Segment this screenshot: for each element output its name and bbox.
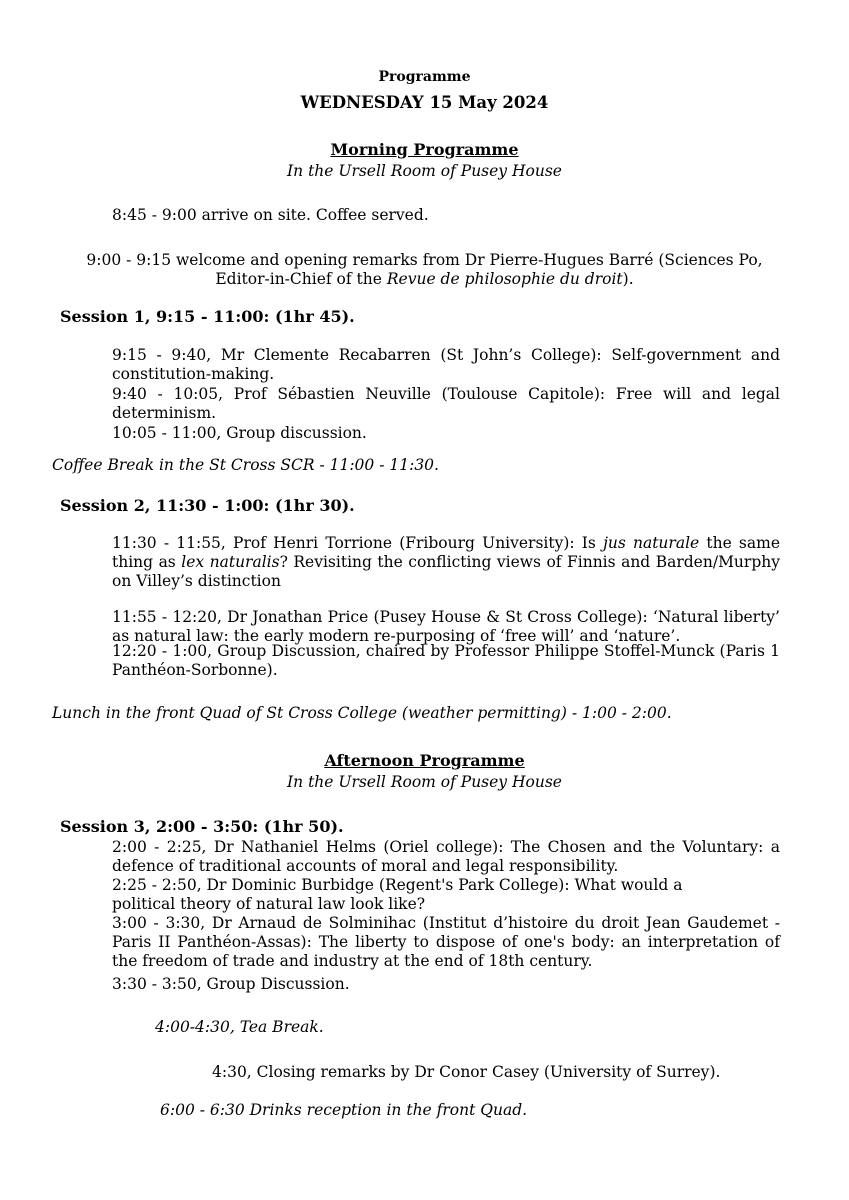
session2-talk1-mid: the same thing as <box>112 534 780 571</box>
programme-label: Programme <box>378 69 471 85</box>
coffee-break: Coffee Break in the St Cross SCR - 11:00 - 11:30. <box>52 456 439 474</box>
closing-remarks: 4:30, Closing remarks by Dr Conor Casey (University of Surrey). <box>212 1063 721 1081</box>
session3-discussion: 3:30 - 3:50, Group Discussion. <box>112 975 350 993</box>
term-jus-naturale: jus naturale <box>603 534 700 552</box>
session3-heading: Session 3, 2:00 - 3:50: (1hr 50). <box>60 817 344 836</box>
lunch: Lunch in the front Quad of St Cross College (weather permitting) - 1:00 - 2:00. <box>52 704 672 722</box>
session2-talk1-post: ? Revisiting the conflicting views of Finnis and Barden/Murphy on Villey’s distinction <box>112 553 780 590</box>
welcome-line2 <box>0 270 849 289</box>
page-title: WEDNESDAY 15 May 2024 <box>300 93 549 112</box>
session3-talk2: 2:25 - 2:50, Dr Dominic Burbidge (Regent's Park College): What would a political theory of natural law look like? <box>112 876 683 913</box>
welcome-line2-post: ). <box>622 270 634 288</box>
afternoon-venue: In the Ursell Room of Pusey House <box>287 773 562 791</box>
session1-talk2: 9:40 - 10:05, Prof Sébastien Neuville (Toulouse Capitole): Free will and legal determinism. <box>112 385 780 422</box>
session1-discussion: 10:05 - 11:00, Group discussion. <box>112 424 367 442</box>
session3-talk3: 3:00 - 3:30, Dr Arnaud de Solminihac (Institut d’histoire du droit Jean Gaudemet - Paris II Panthéon-Assas): The liberty to dispose of one's body: an interpretation of the freedom of trade and industry at the end of 18th century. <box>112 914 780 970</box>
session2-discussion: 12:20 - 1:00, Group Discussion, chaired by Professor Philippe Stoffel-Munck (Paris 1 Panthéon-Sorbonne). <box>112 642 780 679</box>
arrival-item: 8:45 - 9:00 arrive on site. Coffee served. <box>112 206 429 224</box>
welcome-line1: 9:00 - 9:15 welcome and opening remarks from Dr Pierre-Hugues Barré (Sciences Po, <box>86 251 763 269</box>
session2-talk1-pre: 11:30 - 11:55, Prof Henri Torrione (Fribourg University): Is <box>112 534 604 552</box>
morning-venue: In the Ursell Room of Pusey House <box>287 162 562 180</box>
session2-talk1 <box>112 534 780 591</box>
morning-title: Morning Programme <box>330 140 519 159</box>
afternoon-title: Afternoon Programme <box>324 751 525 770</box>
session1-heading: Session 1, 9:15 - 11:00: (1hr 45). <box>60 307 355 326</box>
session1-talk1: 9:15 - 9:40, Mr Clemente Recabarren (St John’s College): Self-government and constitution-making. <box>112 346 780 383</box>
session3-talk1: 2:00 - 2:25, Dr Nathaniel Helms (Oriel college): The Chosen and the Voluntary: a defence of traditional accounts of moral and legal responsibility. <box>112 838 780 875</box>
drinks-reception: 6:00 - 6:30 Drinks reception in the front Quad. <box>160 1101 528 1119</box>
session2-talk2: 11:55 - 12:20, Dr Jonathan Price (Pusey House & St Cross College): ‘Natural liberty’ as natural law: the early modern re-purposing of ‘free will’ and ‘nature’. <box>112 608 780 645</box>
journal-title: Revue de philosophie du droit <box>386 270 623 288</box>
term-lex-naturalis: lex naturalis <box>181 553 280 571</box>
session2-heading: Session 2, 11:30 - 1:00: (1hr 30). <box>60 496 355 515</box>
welcome-line2-pre: Editor-in-Chief of the <box>215 270 387 288</box>
tea-break: 4:00-4:30, Tea Break. <box>155 1018 324 1036</box>
welcome-item <box>0 251 849 289</box>
